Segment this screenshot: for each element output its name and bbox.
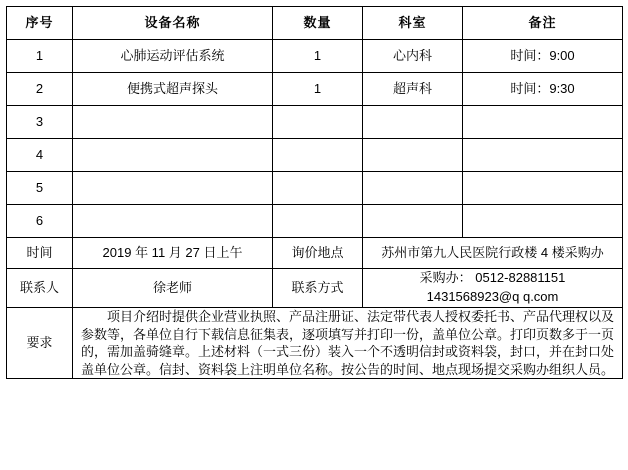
row-no: 2 — [7, 73, 73, 106]
contact-person-label: 联系人 — [7, 269, 73, 308]
row-no: 6 — [7, 205, 73, 238]
requirement-row — [7, 308, 623, 379]
row-equipment-name: 心肺运动评估系统 — [73, 40, 273, 73]
time-value: 2019 年 11 月 27 日上午 — [73, 238, 273, 269]
row-note — [463, 205, 623, 238]
header-cell-qty: 数量 — [273, 7, 363, 40]
row-equipment-name: 便携式超声探头 — [73, 73, 273, 106]
row-quantity — [273, 139, 363, 172]
row-department — [363, 139, 463, 172]
row-department: 超声科 — [363, 73, 463, 106]
row-no: 3 — [7, 106, 73, 139]
table-row — [7, 73, 623, 106]
header-cell-name: 设备名称 — [73, 7, 273, 40]
table-row — [7, 205, 623, 238]
row-equipment-name — [73, 139, 273, 172]
row-department — [363, 205, 463, 238]
row-quantity: 1 — [273, 73, 363, 106]
row-quantity: 1 — [273, 40, 363, 73]
row-department — [363, 106, 463, 139]
row-note: 时间：9:00 — [463, 40, 623, 73]
contact-way-value — [363, 269, 623, 308]
row-no: 1 — [7, 40, 73, 73]
row-department: 心内科 — [363, 40, 463, 73]
contact-phone-line: 采购办： 0512-82881151 — [419, 270, 566, 286]
table-row — [7, 172, 623, 205]
equipment-inquiry-table — [6, 6, 623, 379]
contact-way-label: 联系方式 — [273, 269, 363, 308]
table-row — [7, 139, 623, 172]
place-value: 苏州市第九人民医院行政楼 4 楼采购办 — [363, 238, 623, 269]
row-department — [363, 172, 463, 205]
row-no: 4 — [7, 139, 73, 172]
row-quantity — [273, 172, 363, 205]
inquiry-time-place-row — [7, 238, 623, 269]
contact-person-value: 徐老师 — [73, 269, 273, 308]
contact-row — [7, 269, 623, 308]
header-cell-dept: 科室 — [363, 7, 463, 40]
header-cell-note: 备注 — [463, 7, 623, 40]
row-no: 5 — [7, 172, 73, 205]
table-row — [7, 40, 623, 73]
row-note — [463, 172, 623, 205]
row-equipment-name — [73, 106, 273, 139]
table-row — [7, 106, 623, 139]
requirement-text: 项目介绍时提供企业营业执照、产品注册证、法定带代表人授权委托书、产品代理权以及参数等，各单位自行下载信息征集表，逐项填写并打印一份，盖单位公章。打印页数多于一页的，需加盖骑缝章。上述材料（一式三份）装入一个不透明信封或资料袋，封口，并在封口处盖单位公章。信封、资料袋上注明单位名称。按公告的时间、地点现场提交采购办组织人员。 — [73, 308, 623, 379]
row-equipment-name — [73, 172, 273, 205]
header-cell-no: 序号 — [7, 7, 73, 40]
row-note: 时间：9:30 — [463, 73, 623, 106]
time-label: 时间 — [7, 238, 73, 269]
row-quantity — [273, 106, 363, 139]
contact-way-lines — [365, 269, 620, 307]
contact-email-line: 1431568923@q q.com — [426, 289, 559, 304]
row-note — [463, 139, 623, 172]
requirement-label: 要求 — [7, 308, 73, 379]
row-note — [463, 106, 623, 139]
table-header-row — [7, 7, 623, 40]
row-quantity — [273, 205, 363, 238]
place-label: 询价地点 — [273, 238, 363, 269]
row-equipment-name — [73, 205, 273, 238]
